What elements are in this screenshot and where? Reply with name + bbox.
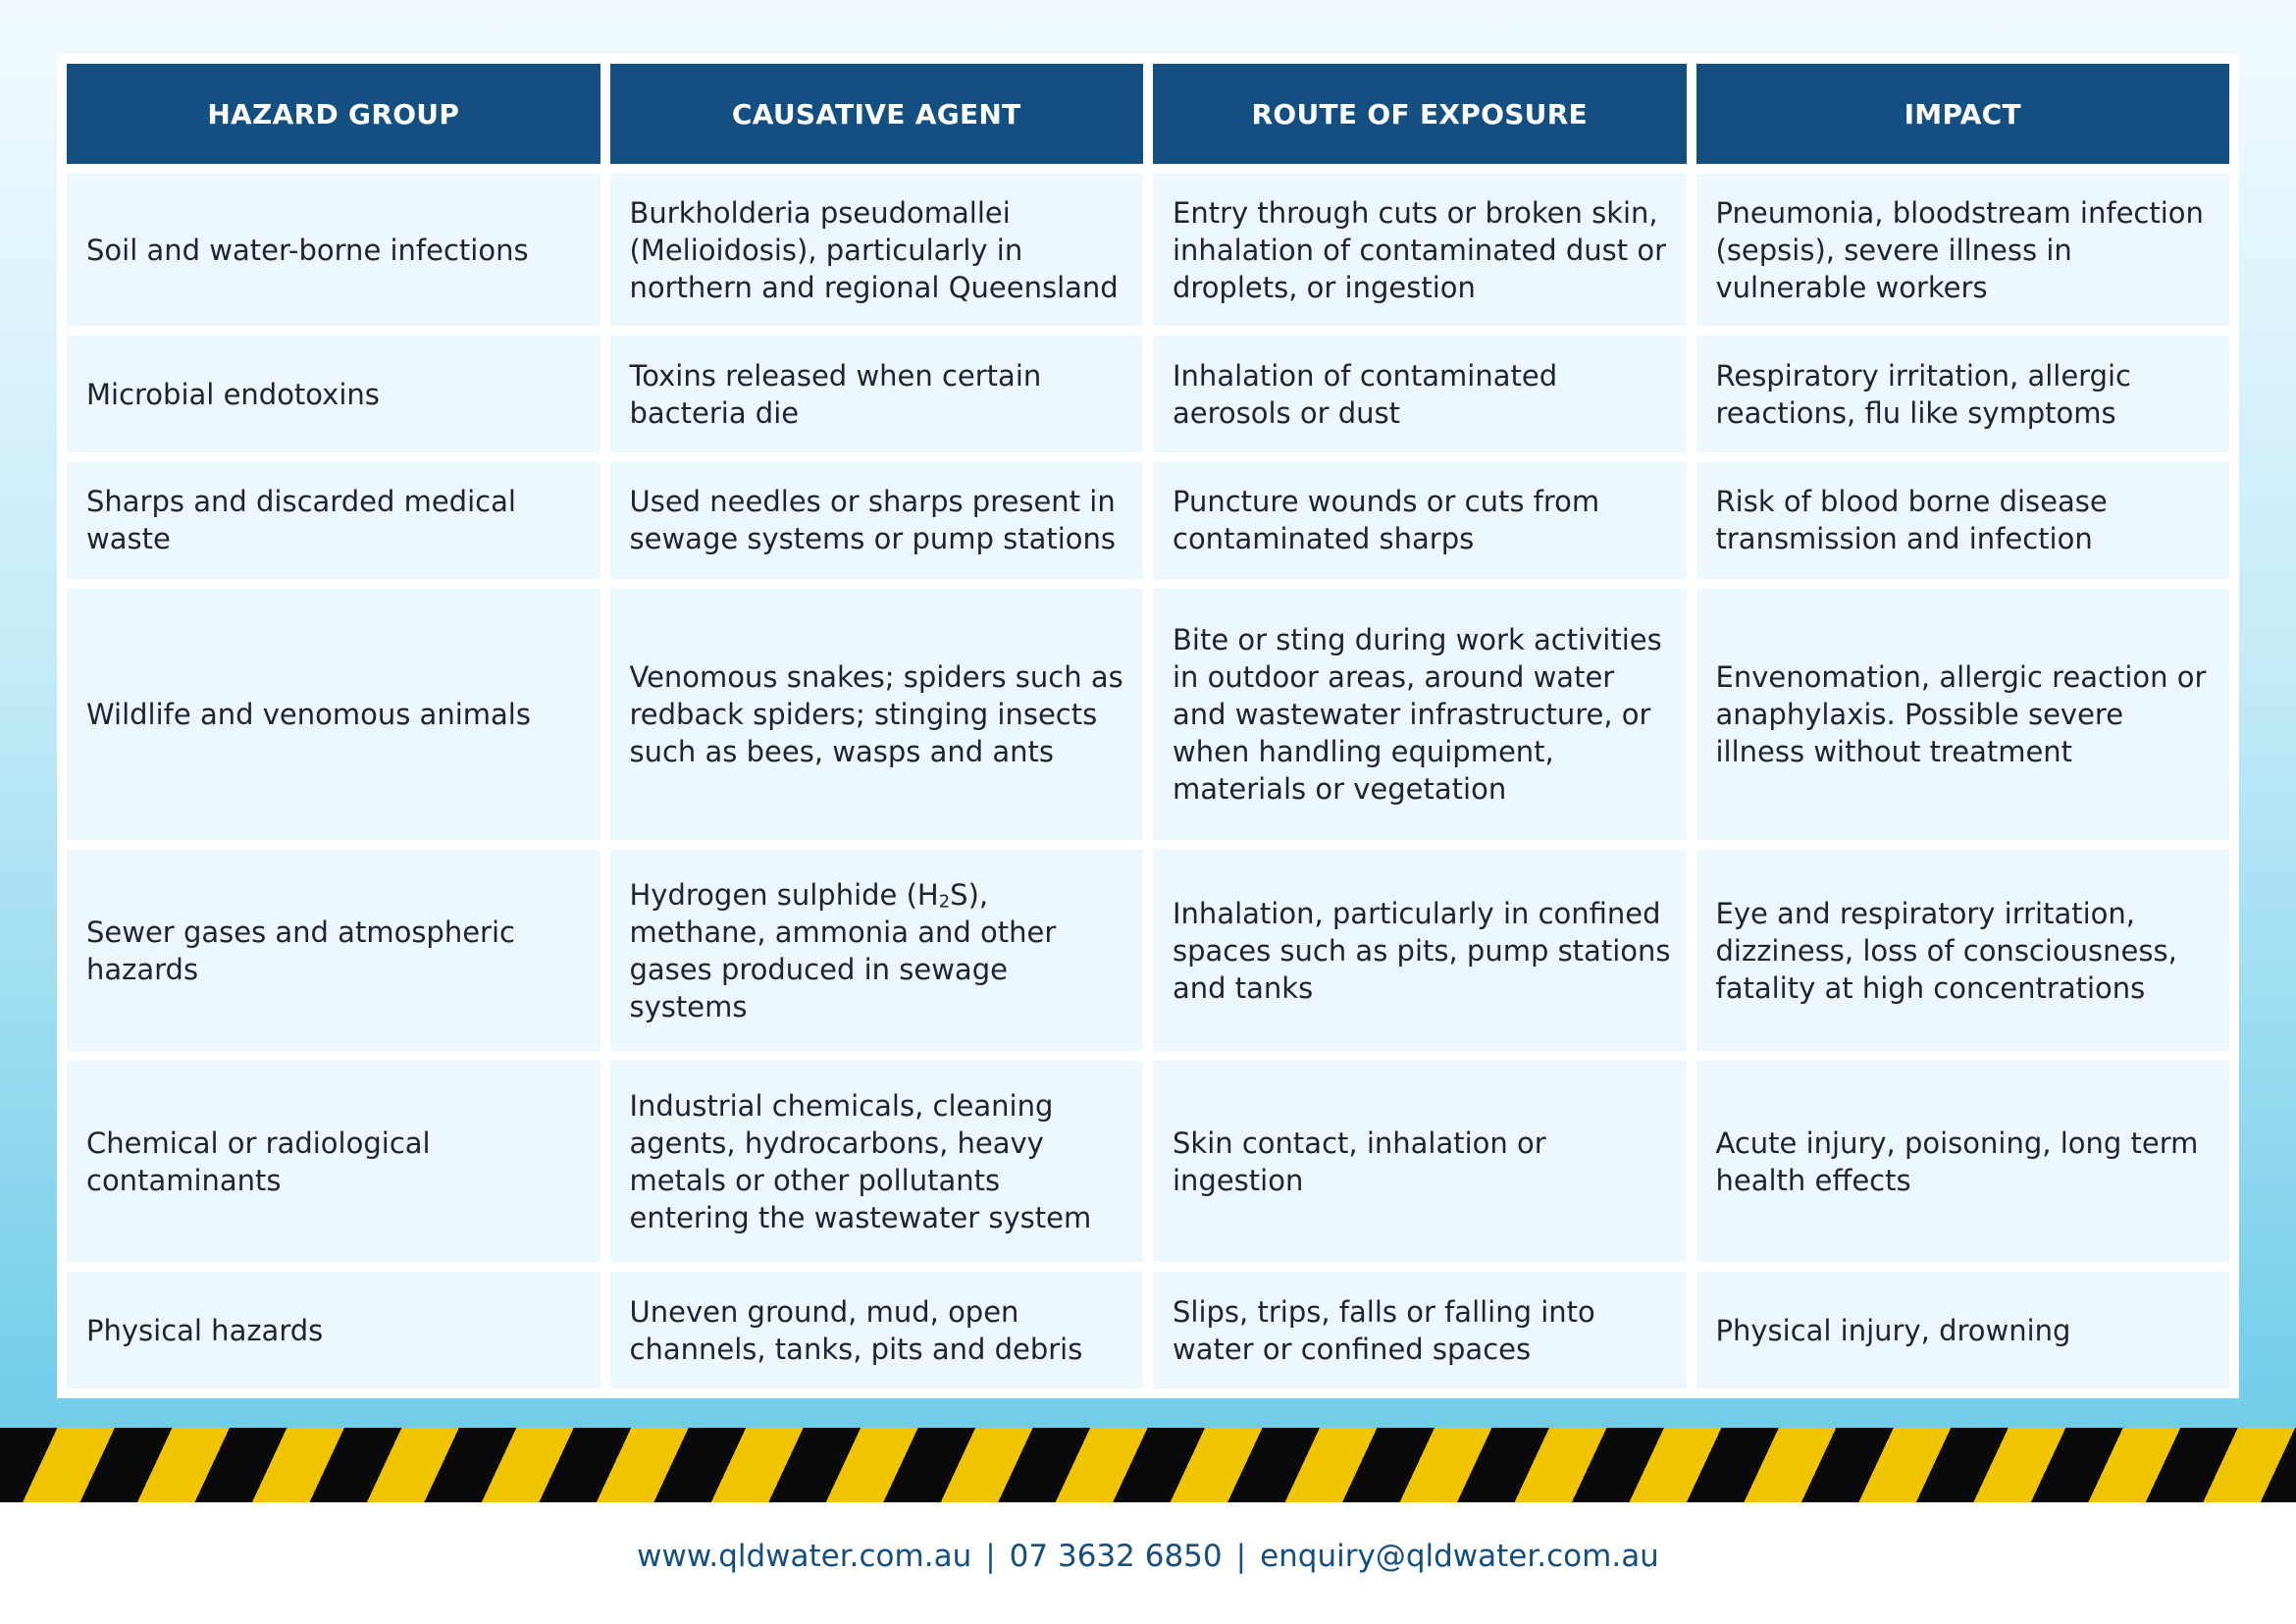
column-header-causative-agent: CAUSATIVE AGENT xyxy=(610,64,1144,164)
cell-causative-agent: Used needles or sharps present in sewage systems or pump stations xyxy=(610,462,1144,579)
cell-hazard-group: Physical hazards xyxy=(67,1272,600,1388)
column-header-hazard-group: HAZARD GROUP xyxy=(67,64,600,164)
cell-causative-agent: Uneven ground, mud, open channels, tanks, pits and debris xyxy=(610,1272,1144,1388)
table-row xyxy=(67,336,2229,452)
cell-route-of-exposure: Inhalation, particularly in confined spaces such as pits, pump stations and tanks xyxy=(1153,850,1687,1051)
table-row xyxy=(67,1272,2229,1388)
cell-causative-agent: Toxins released when certain bacteria die xyxy=(610,336,1144,452)
hazard-stripe-band xyxy=(0,1428,2296,1502)
agent-text-suffix: S), methane, ammonia and other gases produced in sewage systems xyxy=(629,877,1057,1023)
table-row xyxy=(67,1061,2229,1262)
cell-hazard-group: Sewer gases and atmospheric hazards xyxy=(67,850,600,1051)
cell-route-of-exposure: Skin contact, inhalation or ingestion xyxy=(1153,1061,1687,1262)
cell-impact: Respiratory irritation, allergic reactions, flu like symptoms xyxy=(1696,336,2230,452)
cell-causative-agent: Venomous snakes; spiders such as redback spiders; stinging insects such as bees, wasps and ants xyxy=(610,589,1144,840)
cell-causative-agent: Industrial chemicals, cleaning agents, hydrocarbons, heavy metals or other pollutants entering the wastewater system xyxy=(610,1061,1144,1262)
cell-impact: Acute injury, poisoning, long term health effects xyxy=(1696,1061,2230,1262)
cell-impact: Envenomation, allergic reaction or anaphylaxis. Possible severe illness without treatment xyxy=(1696,589,2230,840)
table-row xyxy=(67,462,2229,579)
table-row xyxy=(67,174,2229,326)
cell-impact: Risk of blood borne disease transmission and infection xyxy=(1696,462,2230,579)
cell-impact: Eye and respiratory irritation, dizziness, loss of consciousness, fatality at high concentrations xyxy=(1696,850,2230,1051)
cell-route-of-exposure: Bite or sting during work activities in outdoor areas, around water and wastewater infrastructure, or when handling equipment, materials or vegetation xyxy=(1153,589,1687,840)
column-header-route-of-exposure: ROUTE OF EXPOSURE xyxy=(1153,64,1687,164)
table-row xyxy=(67,850,2229,1051)
hazard-table-card xyxy=(57,54,2239,1398)
footer-contact xyxy=(0,1539,2296,1574)
table-row xyxy=(67,589,2229,840)
cell-hazard-group: Sharps and discarded medical waste xyxy=(67,462,600,579)
footer-separator: | xyxy=(1235,1539,1247,1574)
cell-hazard-group: Wildlife and venomous animals xyxy=(67,589,600,840)
cell-causative-agent: Burkholderia pseudomallei (Melioidosis), particularly in northern and regional Queensland xyxy=(610,174,1144,326)
email-link[interactable]: enquiry@qldwater.com.au xyxy=(1260,1539,1659,1574)
cell-route-of-exposure: Entry through cuts or broken skin, inhalation of contaminated dust or droplets, or ingestion xyxy=(1153,174,1687,326)
table-header-row xyxy=(67,64,2229,164)
website-link[interactable]: www.qldwater.com.au xyxy=(637,1539,972,1574)
footer-separator: | xyxy=(985,1539,996,1574)
phone-number[interactable]: 07 3632 6850 xyxy=(1009,1539,1223,1574)
column-header-impact: IMPACT xyxy=(1696,64,2230,164)
agent-text-prefix: Hydrogen sulphide (H xyxy=(629,877,939,912)
cell-hazard-group: Chemical or radiological contaminants xyxy=(67,1061,600,1262)
hazard-table xyxy=(57,54,2239,1398)
cell-impact: Pneumonia, bloodstream infection (sepsis), severe illness in vulnerable workers xyxy=(1696,174,2230,326)
cell-route-of-exposure: Slips, trips, falls or falling into water or confined spaces xyxy=(1153,1272,1687,1388)
cell-hazard-group: Microbial endotoxins xyxy=(67,336,600,452)
cell-impact: Physical injury, drowning xyxy=(1696,1272,2230,1388)
cell-route-of-exposure: Puncture wounds or cuts from contaminated sharps xyxy=(1153,462,1687,579)
cell-hazard-group: Soil and water-borne infections xyxy=(67,174,600,326)
cell-causative-agent xyxy=(610,850,1144,1051)
cell-route-of-exposure: Inhalation of contaminated aerosols or dust xyxy=(1153,336,1687,452)
subscript-two: 2 xyxy=(938,891,951,913)
